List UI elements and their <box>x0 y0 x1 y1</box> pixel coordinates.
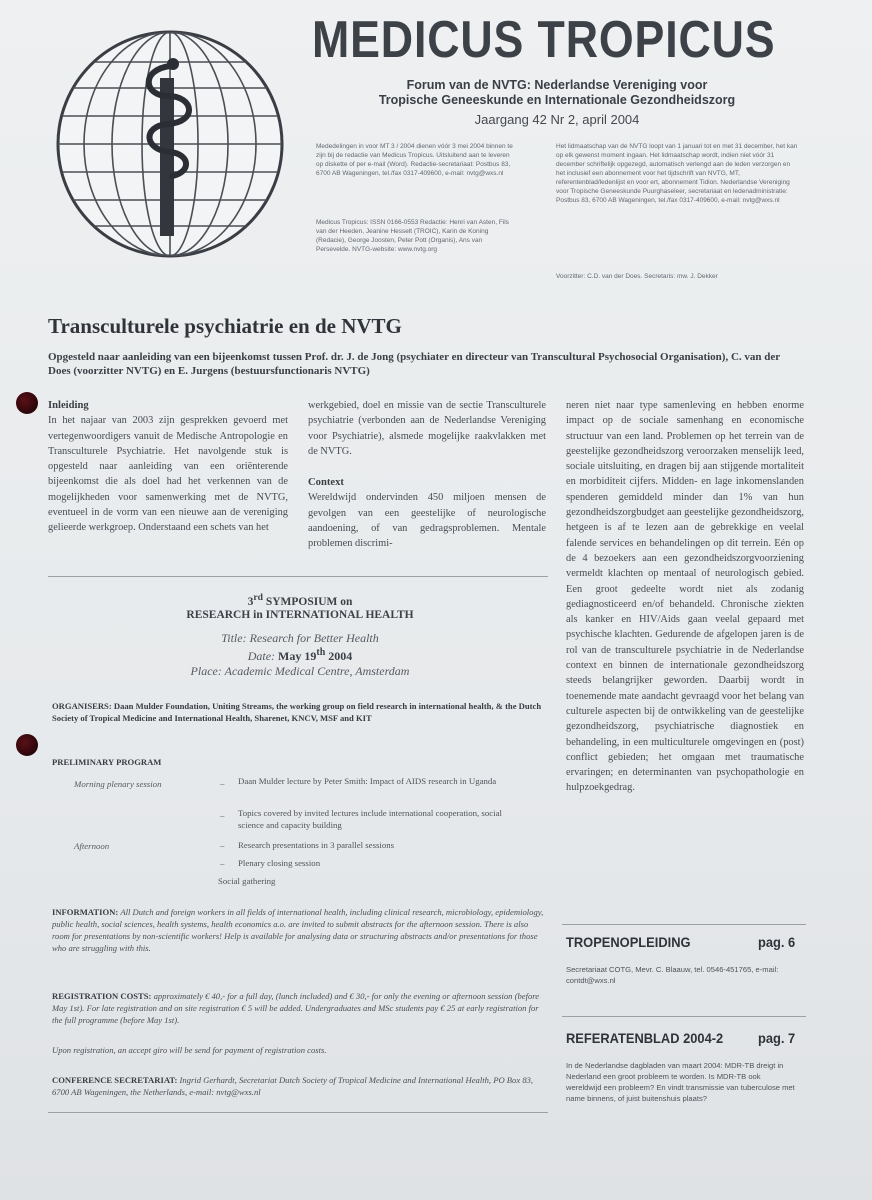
subtitle-line: Tropische Geneeskunde en Internationale Gezondheidszorg <box>378 93 736 107</box>
label: REGISTRATION COSTS: <box>52 991 152 1001</box>
organisers <box>52 700 542 724</box>
divider <box>48 1112 548 1113</box>
organisers-text: Daan Mulder Foundation, Uniting Streams, the working group on field research in international health, & the Dutch Society of Tropical Medicine and International Health, Sharenet, KNCV, MSF and KIT <box>52 701 542 723</box>
paragraph: Wereldwijd ondervinden 450 miljoen mensen de gevolgen van een geestelijke of neurologische aandoening, of van gedragsproblemen. Mentale problemen discrimi- <box>308 492 546 550</box>
label: PRELIMINARY PROGRAM <box>52 757 162 767</box>
divider <box>562 1016 806 1017</box>
box-referatenblad-text: In de Nederlandse dagbladen van maart 2004: MDR-TB dreigt in Nederland een groot probleem te worden. Is MDR-TB ook wereldwijd een probleem? En vindt transmissie van tuberculose met name binnens, of juist buitenshuis plaats? <box>566 1061 795 1103</box>
date-prefix: Date: <box>247 649 276 663</box>
section-heading: Context <box>308 477 344 489</box>
secretariat <box>52 1074 544 1098</box>
registration-text: approximately € 40,- for a full day, (lunch included) and € 30,- for only the evening or afternoon session (before May 1st). For late registration and on site registration € 5 will be added. Undergraduates and MSc students pay € 25 at early registration for the full programme (before May 1st). <box>52 991 540 1025</box>
heading-text: SYMPOSIUM on <box>265 595 353 608</box>
box-tropenopleiding-page: pag. 6 <box>758 934 796 950</box>
program-item: Plenary closing session <box>238 858 321 868</box>
program-item: Research presentations in 3 parallel sessions <box>238 840 395 850</box>
paragraph: werkgebied, doel en missie van de sectie Transculturele psychiatrie (verbonden aan de Nederlandse Vereniging voor Psychiatrie), alsmede mogelijke raakvlakken met de NVTG. <box>308 400 546 457</box>
program-dash: – <box>220 840 225 850</box>
punch-hole <box>16 734 38 756</box>
box-referatenblad-page: pag. 7 <box>758 1030 796 1046</box>
program-session: Afternoon <box>74 841 110 851</box>
date-year: 2004 <box>328 649 353 663</box>
date-value: May 19 <box>278 649 317 663</box>
program-dash: – <box>220 778 225 788</box>
secretariat-text: Ingrid Gerhardt, Secretariat Dutch Society of Tropical Medicine and International Health, PO Box 83, 6700 AB Wageningen, the Netherlands, e-mail: nvtg@wxs.nl <box>52 1075 534 1097</box>
masthead-subtitle <box>322 78 792 108</box>
box-tropenopleiding-heading: TROPENOPLEIDING <box>566 934 691 950</box>
program-label <box>52 756 161 768</box>
registration-note: Upon registration, an accept giro will be send for payment of registration costs. <box>52 1045 327 1055</box>
label: ORGANISERS: <box>52 701 112 711</box>
colophon-right-2: Voorzitter: C.D. van der Does. Secretaris: mw. J. Dekker <box>556 273 718 280</box>
issue-line: Jaargang 42 Nr 2, april 2004 <box>474 112 640 127</box>
symposium-date <box>70 647 530 664</box>
divider <box>562 924 806 925</box>
ordinal: 3 <box>247 595 254 608</box>
box-tropenopleiding-text: Secretariaat COTG, Mevr. C. Blaauw, tel. 0546-451765, e-mail: contdt@wxs.nl <box>566 965 779 985</box>
article-title: Transculturele psychiatrie en de NVTG <box>48 314 402 338</box>
article-byline: Opgesteld naar aanleiding van een bijeenkomst tussen Prof. dr. J. de Jong (psychiater en directeur van Transcultural Psychosocial Organisation), C. van der Does (voorzitter NVTG) en E. Jurgens (bestuursfunctionaris NVTG) <box>48 351 780 377</box>
section-heading: Inleiding <box>48 400 89 411</box>
program-dash: – <box>220 858 225 868</box>
globe-logo <box>52 26 288 262</box>
program-session: Morning plenary session <box>74 779 162 789</box>
colophon-left-2: Medicus Tropicus: ISSN 0166-0553 Redactie: Henri van Asten, Fils van der Heeden, Jeanine Hesselt (TROIC), Karin de Koning (Redacie), George Joosten, Peter Pott (Organis), Ans van Persevelde. NVTG-website: www.nvtg.org <box>316 219 509 253</box>
paragraph: neren niet naar type samenleving en hebben enorme impact op de sociale samenhang en economische structuur van een land. Problemen op het terrein van de geestelijke gezondheidszorg veroorzaken menselijk leed, sociale uitsluiting, en dragen bij aan stijgende mortaliteit en morbiditeit cijfers. Midden- en lage inkomenslanden spenderen gemiddeld minder dan 1% van hun gezondheidszorgbudget aan geestelijke gezondheidszorg, hetgeen is af te lezen aan de gebrekkige en veelal falende services en behandelingen op dit terrein. Eén op de 4 bezoekers aan een gezondheidszorgvoorziening vermeldt klachten op mentaal of neurologisch gebied. Een groot gedeelte wordt niet als zodanig gediagnosticeerd en/of behandeld. Chronische ziekten als kanker en HIV/Aids gaan veelal gepaard met psychische klachten. Gedurende de afgelopen jaren is de rol van de transculturele psychiatrie in de Nederlandse context en binnen de internationale gezondheidszorg steeds belangrijker geworden. Daarbij wordt in toenemende mate aandacht gevraagd voor het belang van culturele aspecten bij de ontwikkeling van de geestelijke gezondheidszorg, psychiatrische diagnostiek en behandeling, in een multiculturele omgevingen en (post) conflict gebieden; het omgaan met traumatische ervaringen; en determinanten van psychopathologie en hulpzoekgedrag. <box>566 400 804 794</box>
article-column-2 <box>308 398 546 570</box>
information <box>52 906 544 954</box>
symposium-title: Title: Research for Better Health <box>221 631 379 645</box>
program-item: Daan Mulder lecture by Peter Smith: Impact of AIDS research in Uganda <box>238 776 497 786</box>
symposium-heading-2: RESEARCH in INTERNATIONAL HEALTH <box>186 609 414 621</box>
punch-hole <box>16 392 38 414</box>
paragraph: In het najaar van 2003 zijn gesprekken gevoerd met vertegenwoordigers vanuit de Medische Antropologie en Transculturele Psychiatrie. Het navolgende stuk is opgesteld naar aanleiding van een oriënterende bijeenkomst die als doel had het verkennen van de mogelijkheden voor samenwerking met de NVTG, eventueel in de vorm van een nieuwe aan de vereniging gelieerde werkgroep. Onderstaand een schets van het <box>48 415 288 534</box>
symposium-heading <box>70 592 530 608</box>
divider <box>48 576 548 577</box>
box-referatenblad-heading: REFERATENBLAD 2004-2 <box>566 1030 724 1046</box>
article-column-3 <box>566 398 804 904</box>
date-sup: th <box>316 647 326 658</box>
program-item: Topics covered by invited lectures include international cooperation, social science and capacity building <box>238 808 502 830</box>
information-text: All Dutch and foreign workers in all fields of international health, including clinical research, microbiology, epidemiology, public health, social sciences, health systems, health economics a.o. are invited to submit abstracts for the afternoon session. There is also room for presentations by non-scientific workers! Help is available for analysing data or structuring abstracts and/or presentations for those who are struggling with this. <box>52 907 544 953</box>
colophon-left: Mededelingen in voor MT 3 / 2004 dienen vóór 3 mei 2004 binnen te zijn bij de redactie van Medicus Tropicus. Uitsluitend aan te leveren op diskette of per e-mail (Word). Redactie-secretariaat: Postbus 83, 6700 AB Wageningen, tel./fax 0317-409600, e-mail: nvtg@wxs.nl <box>316 143 513 177</box>
label: CONFERENCE SECRETARIAT: <box>52 1075 178 1085</box>
program-dash: – <box>220 810 225 820</box>
colophon-right: Het lidmaatschap van de NVTG loopt van 1 januari tot en met 31 december, het kan op elk gewenst moment ingaan. Het lidmaatschap wordt, indien niet vóór 31 december schriftelijk opgezegd, automatisch verlengd aan de leden verzorgen en het inclusief een abonnement voor het tijdschrift van NVTG, MT, referentenblad/ledenlijst en voor ert, abonnement Tidion. Nederlandse Vereniging voor Tropische Geneeskunde Puurghaseleer, secretariaat en ledenadministratie: Postbus 83, 6700 AB Wageningen, tel./fax 0317-409600, e-mail: nvtg@wxs.nl <box>556 143 798 204</box>
article-column-1 <box>48 398 288 570</box>
masthead-title: MEDICUS TROPICUS <box>312 11 776 69</box>
subtitle-line: Forum van de NVTG: Nederlandse Vereniging voor <box>406 78 708 92</box>
label: INFORMATION: <box>52 907 119 917</box>
ordinal-sup: rd <box>253 592 263 603</box>
program-social: Social gathering <box>218 876 276 886</box>
registration <box>52 990 544 1026</box>
symposium-place: Place: Academic Medical Centre, Amsterdam <box>190 664 410 678</box>
